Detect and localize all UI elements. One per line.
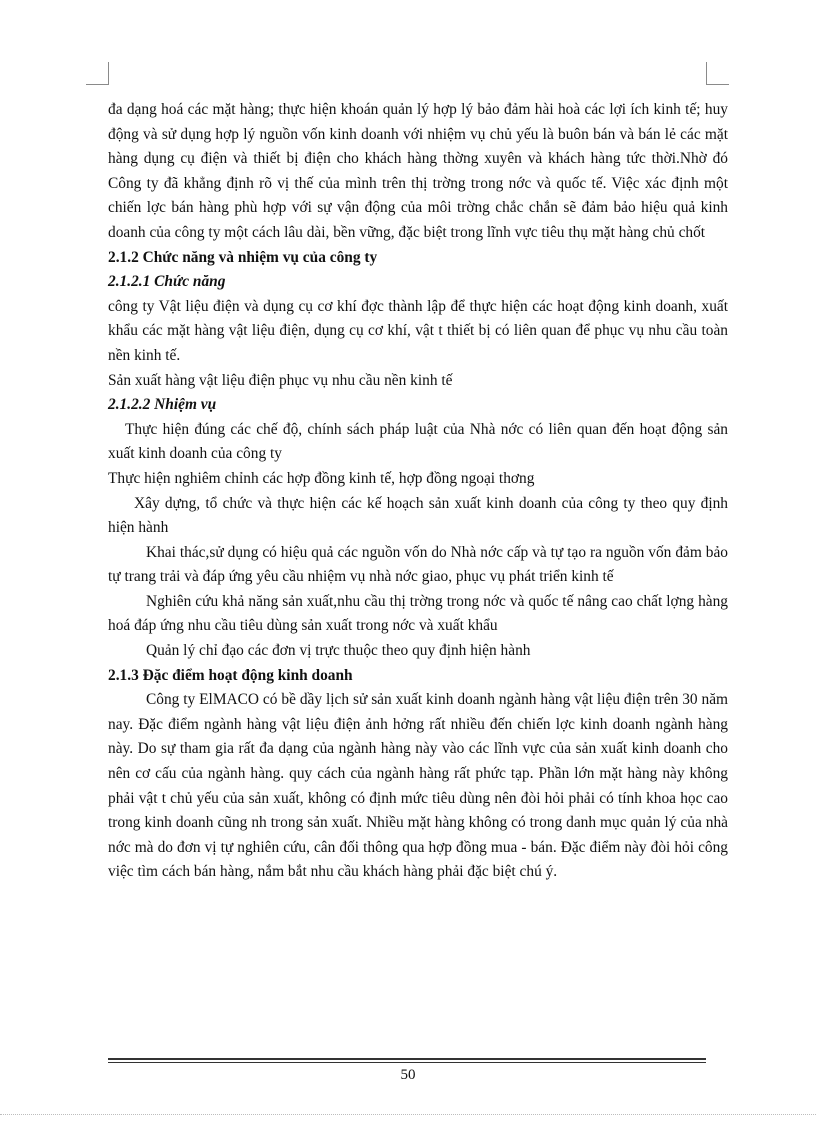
page-corner-mark-top-left bbox=[86, 62, 109, 85]
paragraph-function: công ty Vật liệu điện và dụng cụ cơ khí đợc thành lập để thực hiện các hoạt động kinh doanh, xuất khẩu các mặt hàng vật liệu điện, dụng cụ cơ khí, vật t thiết bị có liên quan để phục vụ nhu cầu toàn nền kinh tế. bbox=[108, 297, 728, 364]
paragraph-production: Sản xuất hàng vật liệu điện phục vụ nhu cầu nền kinh tế bbox=[108, 371, 453, 389]
document-body bbox=[108, 98, 728, 885]
paragraph-duty-3: Xây dựng, tổ chức và thực hiện các kế hoạch sản xuất kinh doanh của công ty theo quy định hiện hành bbox=[108, 494, 728, 537]
page-corner-mark-top-right bbox=[706, 62, 729, 85]
paragraph-duty-4: Khai thác,sử dụng có hiệu quả các nguồn vốn do Nhà nớc cấp và tự tạo ra nguồn vốn đảm bảo tự trang trải và đáp ứng yêu cầu nhiệm vụ nhà nớc giao, phục vụ phát triển kinh tế bbox=[108, 543, 728, 586]
footer-rule-thin bbox=[108, 1062, 706, 1063]
paragraph-duty-2: Thực hiện nghiêm chỉnh các hợp đồng kinh tế, hợp đồng ngoại thơng bbox=[108, 469, 535, 487]
page-bottom-dotted-border bbox=[0, 1114, 816, 1115]
footer-rule-thick bbox=[108, 1058, 706, 1060]
heading-2-1-2: 2.1.2 Chức năng và nhiệm vụ của công ty bbox=[108, 248, 378, 266]
paragraph-duty-1: Thực hiện đúng các chế độ, chính sách pháp luật của Nhà nớc có liên quan đến hoạt động sản xuất kinh doanh của công ty bbox=[108, 420, 728, 463]
paragraph-intro: đa dạng hoá các mặt hàng; thực hiện khoán quản lý hợp lý bảo đảm hài hoà các lợi ích kinh tế; huy động và sử dụng hợp lý nguồn vốn kinh doanh với nhiệm vụ chủ yếu là buôn bán và bán lẻ các mặt hàng dụng cụ điện và thiết bị điện cho khách hàng thờng xuyên và khách hàng tức thời.Nhờ đó Công ty đã khẳng định rõ vị thế của mình trên thị trờng trong nớc và quốc tế. Việc xác định một chiến lợc bán hàng phù hợp với sự vận động của môi trờng chắc chắn sẽ đảm bảo hiệu quả kinh doanh của công ty một cách lâu dài, bền vững, đặc biệt trong lĩnh vực tiêu thụ mặt hàng chủ chốt bbox=[108, 101, 728, 241]
heading-2-1-2-2: 2.1.2.2 Nhiệm vụ bbox=[108, 396, 217, 414]
paragraph-duty-5: Nghiên cứu khả năng sản xuất,nhu cầu thị trờng trong nớc và quốc tế nâng cao chất lợng hàng hoá đáp ứng nhu cầu tiêu dùng sản xuất trong nớc và xuất khẩu bbox=[108, 592, 728, 635]
heading-2-1-2-1: 2.1.2.1 Chức năng bbox=[108, 273, 226, 291]
page-number: 50 bbox=[400, 1067, 416, 1083]
heading-2-1-3: 2.1.3 Đặc điểm hoạt động kinh doanh bbox=[108, 666, 353, 684]
paragraph-business-features: Công ty ElMACO có bề dầy lịch sử sản xuất kinh doanh ngành hàng vật liệu điện trên 30 năm nay. Đặc điểm ngành hàng vật liệu điện ảnh hởng rất nhiều đến chiến lợc kinh doanh ngành hàng này. Do sự tham gia rất đa dạng của ngành hàng này vào các lĩnh vực của sản xuất kinh doanh cho nên cơ cấu của ngành hàng. quy cách của ngành hàng rất phức tạp. Phần lớn mặt hàng này không phải vật t chủ yếu của sản xuất, không có định mức tiêu dùng nên đòi hỏi phải có tính khoa học cao trong kinh doanh cũng nh trong sản xuất. Nhiều mặt hàng không có trong danh mục quản lý của nhà nớc mà do đơn vị tự nghiên cứu, cân đối thông qua hợp đồng mua - bán. Đặc điểm này đòi hỏi công việc tìm cách bán hàng, nắm bắt nhu cầu khách hàng phải đặc biệt chú ý. bbox=[108, 691, 728, 881]
paragraph-duty-6: Quản lý chỉ đạo các đơn vị trực thuộc theo quy định hiện hành bbox=[146, 642, 531, 660]
